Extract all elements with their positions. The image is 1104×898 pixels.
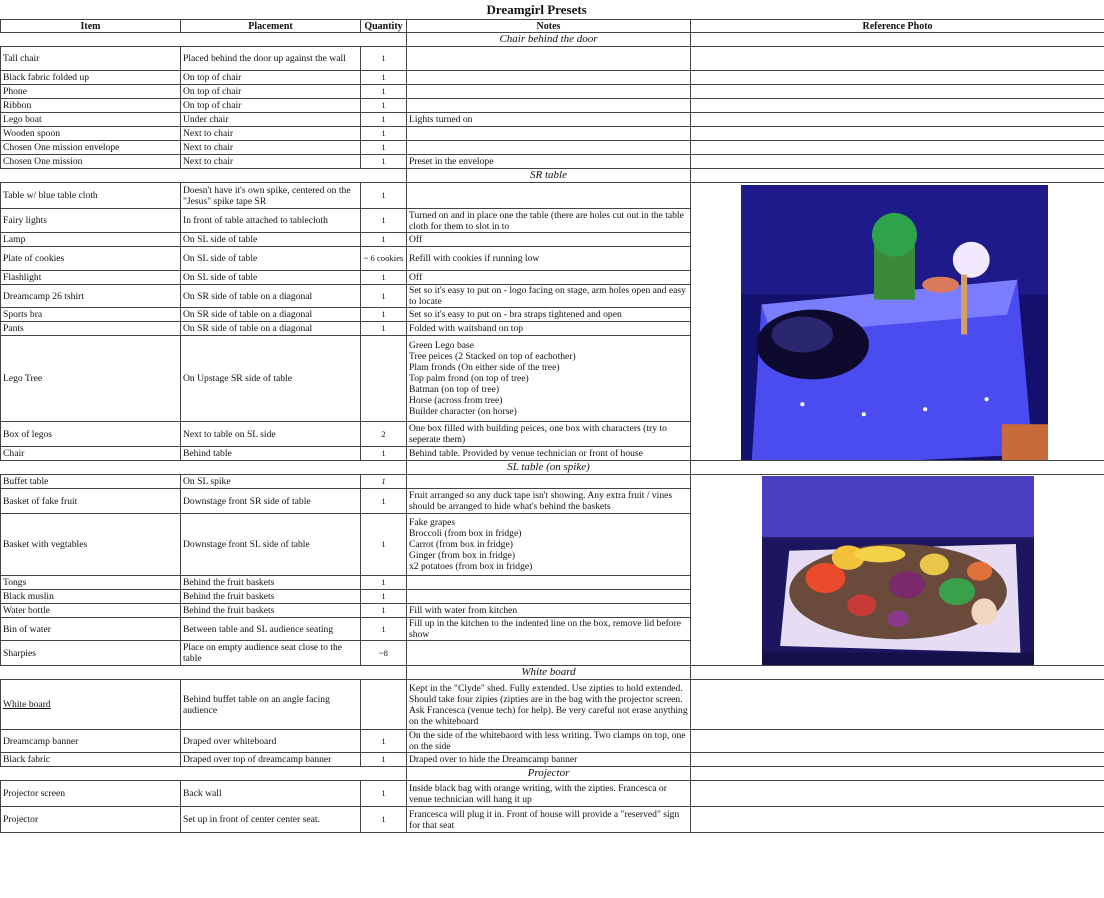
notes-cell xyxy=(407,475,691,489)
quantity-cell: 1 xyxy=(361,489,407,514)
quantity-cell: 1 xyxy=(361,271,407,285)
quantity-cell: 1 xyxy=(361,85,407,99)
item-cell: Buffet table xyxy=(1,475,181,489)
notes-cell: Fill with water from kitchen xyxy=(407,604,691,618)
blank-cell xyxy=(691,666,1104,680)
section-title: SL table (on spike) xyxy=(407,461,691,475)
blank-cell xyxy=(361,666,407,680)
blank-cell xyxy=(181,169,361,183)
notes-cell xyxy=(407,576,691,590)
placement-cell: Behind the fruit baskets xyxy=(181,604,361,618)
notes-cell: One box filled with building peices, one box with characters (try to seperate them) xyxy=(407,422,691,447)
photo-cell xyxy=(691,141,1104,155)
item-cell: Phone xyxy=(1,85,181,99)
notes-cell: Fruit arranged so any duck tape isn't showing. Any extra fruit / vines should be arranged to hide what's behind the baskets xyxy=(407,489,691,514)
blank-cell xyxy=(691,169,1104,183)
quantity-cell: 1 xyxy=(361,590,407,604)
blank-cell xyxy=(361,169,407,183)
quantity-cell: 1 xyxy=(361,604,407,618)
quantity-cell: 2 xyxy=(361,422,407,447)
section-header xyxy=(1,461,1104,475)
item-cell: Ribbon xyxy=(1,99,181,113)
notes-cell: Kept in the "Clyde" shed. Fully extended. Use zipties to hold extended. Should take four zipies (zipties are in the bag with the projector screen. Ask Francesca (venue tech) for help). Be very careful not erase anything on the whiteboard xyxy=(407,680,691,730)
notes-cell: Green Lego base Tree peices (2 Stacked on top of eachother) Plam fronds (On either side of the tree) Top palm frond (on top of tree) Batman (on top of tree) Horse (across from tree) Builder character (on horse) xyxy=(407,336,691,422)
item-cell: Chosen One mission envelope xyxy=(1,141,181,155)
blank-cell xyxy=(1,33,181,47)
section-title: Chair behind the door xyxy=(407,33,691,47)
item-cell: Water bottle xyxy=(1,604,181,618)
quantity-cell: 1 xyxy=(361,209,407,233)
section-title: White board xyxy=(407,666,691,680)
photo-cell xyxy=(691,753,1104,767)
quantity-cell xyxy=(361,680,407,730)
item-cell: Lamp xyxy=(1,233,181,247)
quantity-cell: 1 xyxy=(361,576,407,590)
table-row xyxy=(1,99,1104,113)
placement-cell: Behind the fruit baskets xyxy=(181,590,361,604)
item-cell: Fairy lights xyxy=(1,209,181,233)
header-reference-photo: Reference Photo xyxy=(691,20,1104,33)
item-cell: Wooden spoon xyxy=(1,127,181,141)
placement-cell: On SL side of table xyxy=(181,233,361,247)
item-cell: Tongs xyxy=(1,576,181,590)
item-cell: Basket of fake fruit xyxy=(1,489,181,514)
placement-cell: Place on empty audience seat close to the table xyxy=(181,641,361,666)
blank-cell xyxy=(691,461,1104,475)
quantity-cell: 1 xyxy=(361,730,407,753)
placement-cell: Next to table on SL side xyxy=(181,422,361,447)
table-row xyxy=(1,141,1104,155)
table-row xyxy=(1,807,1104,833)
item-cell: Sharpies xyxy=(1,641,181,666)
notes-cell: Set so it's easy to put on - bra straps tightened and open xyxy=(407,308,691,322)
blank-cell xyxy=(1,461,181,475)
quantity-cell: 1 xyxy=(361,127,407,141)
blank-cell xyxy=(361,767,407,781)
table-row xyxy=(1,730,1104,753)
item-cell: Projector xyxy=(1,807,181,833)
item-cell: Box of legos xyxy=(1,422,181,447)
item-cell: Pants xyxy=(1,322,181,336)
item-cell: Flashlight xyxy=(1,271,181,285)
placement-cell: In front of table attached to tablecloth xyxy=(181,209,361,233)
placement-cell: Draped over whiteboard xyxy=(181,730,361,753)
notes-cell: Off xyxy=(407,233,691,247)
placement-cell: Behind the fruit baskets xyxy=(181,576,361,590)
item-cell: Tall chair xyxy=(1,47,181,71)
quantity-cell: 1 xyxy=(361,233,407,247)
quantity-cell: 1 xyxy=(361,141,407,155)
notes-cell xyxy=(407,99,691,113)
photo-cell xyxy=(691,71,1104,85)
section-title: SR table xyxy=(407,169,691,183)
photo-cell xyxy=(691,113,1104,127)
header-notes: Notes xyxy=(407,20,691,33)
quantity-cell xyxy=(361,336,407,422)
notes-cell: Turned on and in place one the table (there are holes cut out in the table cloth for them to slot in to xyxy=(407,209,691,233)
section-header xyxy=(1,767,1104,781)
quantity-cell: 1 xyxy=(361,807,407,833)
section-header xyxy=(1,33,1104,47)
photo-cell xyxy=(691,127,1104,141)
placement-cell: On SR side of table on a diagonal xyxy=(181,308,361,322)
notes-cell: Folded with waitsband on top xyxy=(407,322,691,336)
table-row xyxy=(1,113,1104,127)
notes-cell: Set so it's easy to put on - logo facing on stage, arm holes open and easy to locate xyxy=(407,285,691,308)
placement-cell: On Upstage SR side of table xyxy=(181,336,361,422)
table-row xyxy=(1,127,1104,141)
notes-cell xyxy=(407,47,691,71)
quantity-cell: 1 xyxy=(361,113,407,127)
placement-cell: Behind table xyxy=(181,447,361,461)
table-row xyxy=(1,85,1104,99)
item-cell: Chosen One mission xyxy=(1,155,181,169)
sl-table-photo-image xyxy=(762,476,1034,666)
item-cell: Chair xyxy=(1,447,181,461)
sr-table-photo-image xyxy=(741,185,1048,461)
notes-cell: Inside black bag with orange writing, with the zipties. Francesca or venue technician will hang it up xyxy=(407,781,691,807)
notes-cell xyxy=(407,85,691,99)
quantity-cell: 1 xyxy=(361,99,407,113)
notes-cell xyxy=(407,141,691,155)
placement-cell: On top of chair xyxy=(181,85,361,99)
item-cell: Basket with vegtables xyxy=(1,514,181,576)
placement-cell: Draped over top of dreamcamp banner xyxy=(181,753,361,767)
quantity-cell: 1 xyxy=(361,285,407,308)
item-cell: Lego boat xyxy=(1,113,181,127)
placement-cell: Placed behind the door up against the wall xyxy=(181,47,361,71)
notes-cell: Draped over to hide the Dreamcamp banner xyxy=(407,753,691,767)
notes-cell: Behind table. Provided by venue technician or front of house xyxy=(407,447,691,461)
placement-cell: Doesn't have it's own spike, centered on the "Jesus" spike tape SR xyxy=(181,183,361,209)
photo-cell xyxy=(691,99,1104,113)
quantity-cell: 1 xyxy=(361,47,407,71)
placement-cell: Between table and SL audience seating xyxy=(181,618,361,641)
item-cell: Projector screen xyxy=(1,781,181,807)
blank-cell xyxy=(691,33,1104,47)
photo-cell xyxy=(691,155,1104,169)
blank-cell xyxy=(361,461,407,475)
placement-cell: On SR side of table on a diagonal xyxy=(181,285,361,308)
blank-cell xyxy=(1,666,181,680)
sl-table-photo xyxy=(691,475,1104,666)
notes-cell: Off xyxy=(407,271,691,285)
placement-cell: Behind buffet table on an angle facing audience xyxy=(181,680,361,730)
quantity-cell: 1 xyxy=(361,753,407,767)
item-cell[interactable]: White board xyxy=(1,680,181,730)
quantity-cell: 1 xyxy=(361,618,407,641)
quantity-cell: ~8 xyxy=(361,641,407,666)
quantity-cell: 1 xyxy=(361,322,407,336)
table-row xyxy=(1,71,1104,85)
item-cell: Dreamcamp banner xyxy=(1,730,181,753)
blank-cell xyxy=(361,33,407,47)
quantity-cell: 1 xyxy=(361,308,407,322)
sr-table-photo xyxy=(691,183,1104,461)
placement-cell: On top of chair xyxy=(181,71,361,85)
photo-cell xyxy=(691,47,1104,71)
placement-cell: Downstage front SL side of table xyxy=(181,514,361,576)
notes-cell xyxy=(407,71,691,85)
quantity-cell: ~ 6 cookies xyxy=(361,247,407,271)
quantity-cell: 1 xyxy=(361,71,407,85)
item-cell: Plate of cookies xyxy=(1,247,181,271)
placement-cell: Set up in front of center center seat. xyxy=(181,807,361,833)
header-quantity: Quantity xyxy=(361,20,407,33)
blank-cell xyxy=(181,33,361,47)
item-cell: Lego Tree xyxy=(1,336,181,422)
notes-cell xyxy=(407,127,691,141)
blank-cell xyxy=(181,461,361,475)
placement-cell: On SR side of table on a diagonal xyxy=(181,322,361,336)
placement-cell: Downstage front SR side of table xyxy=(181,489,361,514)
placement-cell: Back wall xyxy=(181,781,361,807)
page-title: Dreamgirl Presets xyxy=(407,0,1104,20)
notes-cell xyxy=(407,590,691,604)
placement-cell: Under chair xyxy=(181,113,361,127)
item-cell: Black fabric xyxy=(1,753,181,767)
blank-cell xyxy=(1,767,181,781)
table-row xyxy=(1,47,1104,71)
table-row xyxy=(1,680,1104,730)
notes-cell: Fake grapes Broccoli (from box in fridge) Carrot (from box in fridge) Ginger (from box in fridge) x2 potatoes (from box in fridge) xyxy=(407,514,691,576)
quantity-cell: 1 xyxy=(361,155,407,169)
blank-cell xyxy=(691,767,1104,781)
placement-cell: Next to chair xyxy=(181,141,361,155)
section-header xyxy=(1,666,1104,680)
notes-cell: On the side of the whitebaord with less writing. Two clamps on top, one on the side xyxy=(407,730,691,753)
header-row xyxy=(1,20,1104,33)
header-item: Item xyxy=(1,20,181,33)
notes-cell: Preset in the envelope xyxy=(407,155,691,169)
item-cell: Black muslin xyxy=(1,590,181,604)
blank-cell xyxy=(181,767,361,781)
blank-cell xyxy=(181,666,361,680)
table-row xyxy=(1,475,1104,489)
item-cell: Dreamcamp 26 tshirt xyxy=(1,285,181,308)
blank-cell xyxy=(1,169,181,183)
table-row xyxy=(1,781,1104,807)
photo-cell xyxy=(691,85,1104,99)
placement-cell: On top of chair xyxy=(181,99,361,113)
placement-cell: Next to chair xyxy=(181,127,361,141)
photo-cell xyxy=(691,807,1104,833)
table-row xyxy=(1,753,1104,767)
table-row xyxy=(1,183,1104,209)
photo-cell xyxy=(691,680,1104,730)
placement-cell: On SL side of table xyxy=(181,247,361,271)
section-title: Projector xyxy=(407,767,691,781)
quantity-cell: 1 xyxy=(361,781,407,807)
notes-cell xyxy=(407,183,691,209)
quantity-cell: 1 xyxy=(361,447,407,461)
placement-cell: Next to chair xyxy=(181,155,361,169)
item-cell: Black fabric folded up xyxy=(1,71,181,85)
item-cell: Bin of water xyxy=(1,618,181,641)
quantity-cell: 1 xyxy=(361,475,407,489)
header-placement: Placement xyxy=(181,20,361,33)
notes-cell: Francesca will plug it in. Front of house will provide a "reserved" sign for that seat xyxy=(407,807,691,833)
notes-cell xyxy=(407,641,691,666)
table-row xyxy=(1,155,1104,169)
section-header xyxy=(1,169,1104,183)
photo-cell xyxy=(691,730,1104,753)
notes-cell: Refill with cookies if running low xyxy=(407,247,691,271)
item-cell: Sports bra xyxy=(1,308,181,322)
placement-cell: On SL side of table xyxy=(181,271,361,285)
notes-cell: Fill up in the kitchen to the indented line on the box, remove lid before show xyxy=(407,618,691,641)
quantity-cell: 1 xyxy=(361,183,407,209)
placement-cell: On SL spike xyxy=(181,475,361,489)
quantity-cell: 1 xyxy=(361,514,407,576)
item-cell: Table w/ blue table cloth xyxy=(1,183,181,209)
photo-cell xyxy=(691,781,1104,807)
notes-cell: Lights turned on xyxy=(407,113,691,127)
